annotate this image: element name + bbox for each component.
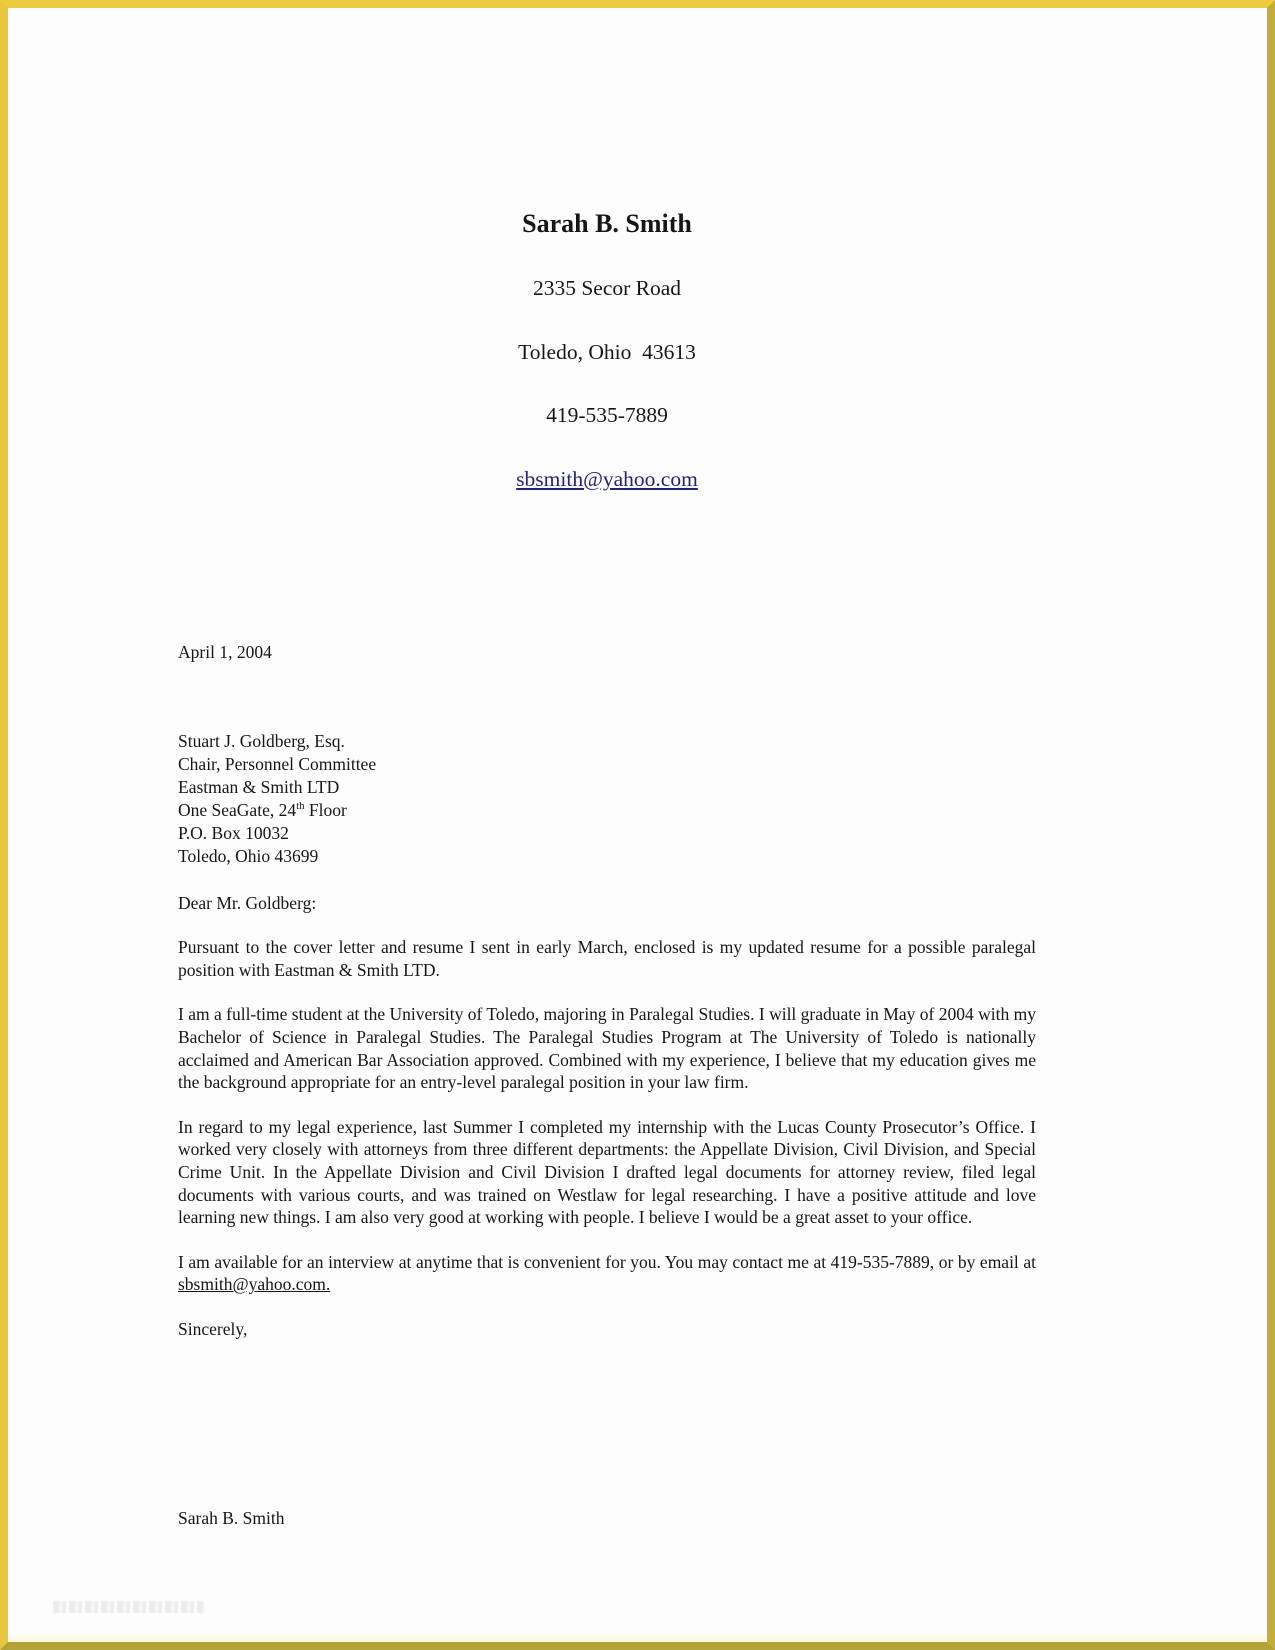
- paragraph-experience: In regard to my legal experience, last Summer I completed my internship with the Lucas County Prosecutor’s Office. I worked very closely with attorneys from three different departments: the Appellate Division, Civil Division, and Special Crime Unit. In the Appellate Division and Civil Division I drafted legal documents for attorney review, filed legal documents with various courts, and was trained on Westlaw for legal researching. I have a positive attitude and love learning new things. I am also very good at working with people. I believe I would be a great asset to your office.: [178, 1116, 1036, 1228]
- recipient-title: Chair, Personnel Committee: [178, 753, 377, 774]
- recipient-name: Stuart J. Goldberg, Esq.: [178, 730, 345, 751]
- signature-name: Sarah B. Smith: [178, 1507, 285, 1528]
- sender-email-row: [178, 466, 1036, 494]
- letter-content: [178, 8, 1036, 1529]
- recipient-block: [178, 730, 1036, 868]
- closing-signoff: Sincerely,: [178, 1318, 248, 1339]
- sender-phone: 419-535-7889: [546, 403, 668, 427]
- paragraph-intro: Pursuant to the cover letter and resume I sent in early March, enclosed is my updated resume for a possible paralegal position with Eastman & Smith LTD.: [178, 937, 1036, 980]
- paragraph-education: I am a full-time student at the University of Toledo, majoring in Paralegal Studies. I will graduate in May of 2004 with my Bachelor of Science in Paralegal Studies. The Paralegal Studies Program at The University of Toledo is nationally acclaimed and American Bar Association approved. Combined with my experience, I believe that my education gives me the background appropriate for an entry-level paralegal position in your law firm.: [178, 1004, 1036, 1093]
- sender-email-link[interactable]: sbsmith@yahoo.com: [516, 466, 698, 491]
- paragraph-availability: I am available for an interview at anytime that is convenient for you. You may contact me at 419-535-7889, or by email at sbsmith@yahoo.com.: [178, 1251, 1036, 1295]
- sender-name: Sarah B. Smith: [522, 209, 692, 238]
- recipient-pobox: P.O. Box 10032: [178, 822, 289, 843]
- recipient-city: Toledo, Ohio 43699: [178, 845, 319, 866]
- recipient-street: One SeaGate, 24th Floor: [178, 799, 347, 820]
- body-email-link[interactable]: sbsmith@yahoo.com.: [178, 1274, 331, 1295]
- recipient-company: Eastman & Smith LTD: [178, 776, 340, 797]
- date-line: April 1, 2004: [178, 642, 272, 662]
- ordinal-suffix: th: [296, 799, 305, 812]
- sender-address: 2335 Secor Road: [532, 276, 682, 300]
- sender-block: [178, 8, 1036, 529]
- salutation: Dear Mr. Goldberg:: [178, 892, 317, 913]
- faint-watermark: [53, 1601, 205, 1613]
- sender-city: Toledo, Ohio 43613: [518, 339, 696, 364]
